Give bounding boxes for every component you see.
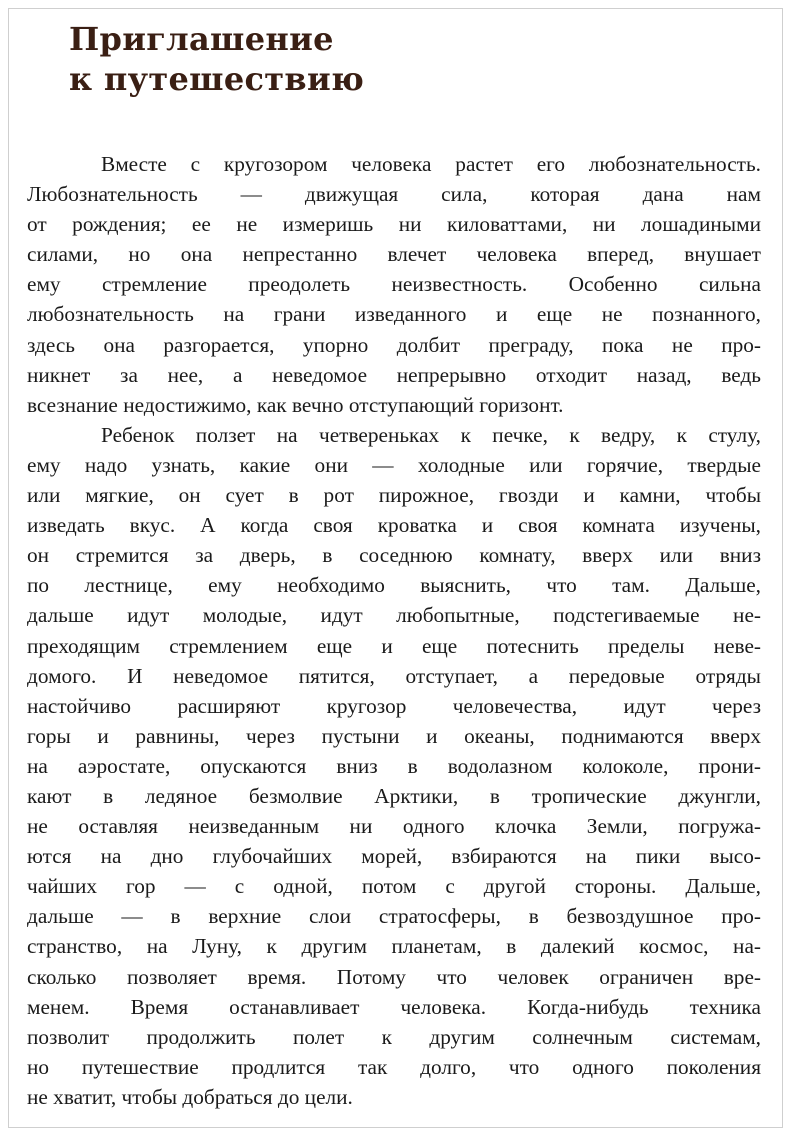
text-line: любознательность на грани изведанного и еще не познанного, [27,302,761,327]
text-line: по лестнице, ему необходимо выяснить, что там. Дальше, [27,573,761,598]
text-line: ются на дно глубочайших морей, взбираются на пики высо- [27,844,761,869]
paragraph-1 [27,149,761,420]
text-line: или мягкие, он сует в рот пирожное, гвозди и камни, чтобы [27,483,761,508]
text-line: Любознательность — движущая сила, которая дана нам [27,182,761,207]
text-line: настойчиво расширяют кругозор человечества, идут через [27,693,761,718]
paragraph-2 [27,420,761,1112]
text-line: кают в ледяное безмолвие Арктики, в тропические джунгли, [27,783,761,808]
text-line: но путешествие продлится так долго, что одного поколения [27,1054,761,1079]
document-page [8,8,783,1128]
text-line: на аэростате, опускаются вниз в водолазном колоколе, прони- [27,753,761,778]
title-line-2: к путешествию [69,60,365,98]
text-line: менем. Время останавливает человека. Когда-нибудь техника [27,994,761,1019]
text-line: не хватит, чтобы добраться до цели. [27,1084,353,1109]
text-line: изведать вкус. А когда своя кроватка и своя комната изучены, [27,513,761,538]
text-line: дальше — в верхние слои стратосферы, в безвоздушное про- [27,904,761,929]
text-line: горы и равнины, через пустыни и океаны, поднимаются вверх [27,723,761,748]
text-line: сколько позволяет время. Потому что человек ограничен вре- [27,964,761,989]
text-line: позволит продолжить полет к другим солнечным системам, [27,1024,761,1049]
text-line: здесь она разгорается, упорно долбит преграду, пока не про- [27,332,761,357]
text-line: Ребенок ползет на четвереньках к печке, к ведру, к стулу, [101,422,761,447]
title-line-1: Приглашение [69,20,334,58]
body-text [27,149,761,1112]
text-line: он стремится за дверь, в соседнюю комнату, вверх или вниз [27,543,761,568]
text-line: всезнание недостижимо, как вечно отступающий горизонт. [27,392,564,417]
text-line: преходящим стремлением еще и еще потеснить пределы неве- [27,633,761,658]
text-line: чайших гор — с одной, потом с другой стороны. Дальше, [27,874,761,899]
text-line: от рождения; ее не измеришь ни киловаттами, ни лошадиными [27,212,761,237]
text-line: не оставляя неизведанным ни одного клочка Земли, погружа- [27,814,761,839]
text-line: странство, на Луну, к другим планетам, в далекий космос, на- [27,934,761,959]
text-line: силами, но она непрестанно влечет человека вперед, внушает [27,242,761,267]
page-title [69,19,364,99]
text-line: Вместе с кругозором человека растет его любознательность. [101,152,761,176]
text-line: никнет за нее, а неведомое непрерывно отходит назад, ведь [27,362,761,387]
text-line: домого. И неведомое пятится, отступает, а передовые отряды [27,663,761,688]
text-line: ему надо узнать, какие они — холодные или горячие, твердые [27,452,761,477]
text-line: дальше идут молодые, идут любопытные, подстегиваемые не- [27,603,761,628]
text-line: ему стремление преодолеть неизвестность. Особенно сильна [27,272,761,297]
